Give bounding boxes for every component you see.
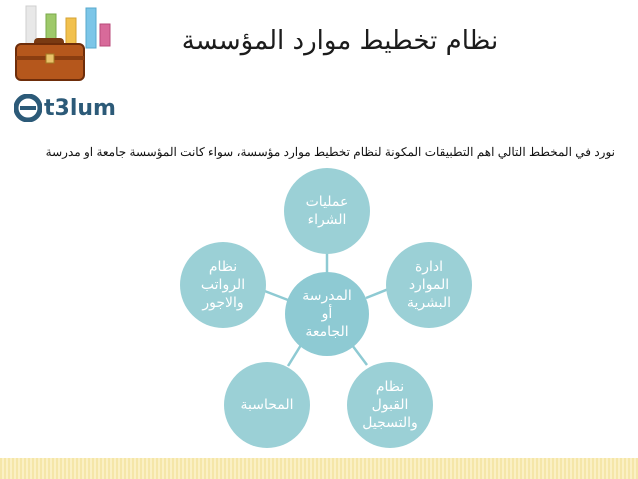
brand-name: t3lum (44, 96, 116, 121)
briefcase-chart-logo (8, 4, 118, 84)
brand-mark-icon (14, 94, 42, 122)
footer-band (0, 458, 638, 479)
connector-line (288, 345, 301, 366)
diagram-center-node: المدرسة أو الجامعة (285, 272, 369, 356)
intro-text: نورد في المخطط التالي اهم التطبيقات المكونة لنظام تخطيط موارد مؤسسة، سواء كانت المؤسسة جامعة او مدرسة (45, 145, 615, 159)
connector-line (262, 290, 288, 300)
slide-title: نظام تخطيط موارد المؤسسة (181, 26, 499, 56)
diagram-node-accounting: المحاسبة (224, 362, 310, 448)
connector-line (352, 345, 367, 365)
diagram-node-admissions: نظام القبول والتسجيل (347, 362, 433, 448)
diagram-node-hr: ادارة الموارد البشرية (386, 242, 472, 328)
diagram-node-payroll: نظام الرواتب والاجور (180, 242, 266, 328)
diagram-node-purchasing: عمليات الشراء (284, 168, 370, 254)
